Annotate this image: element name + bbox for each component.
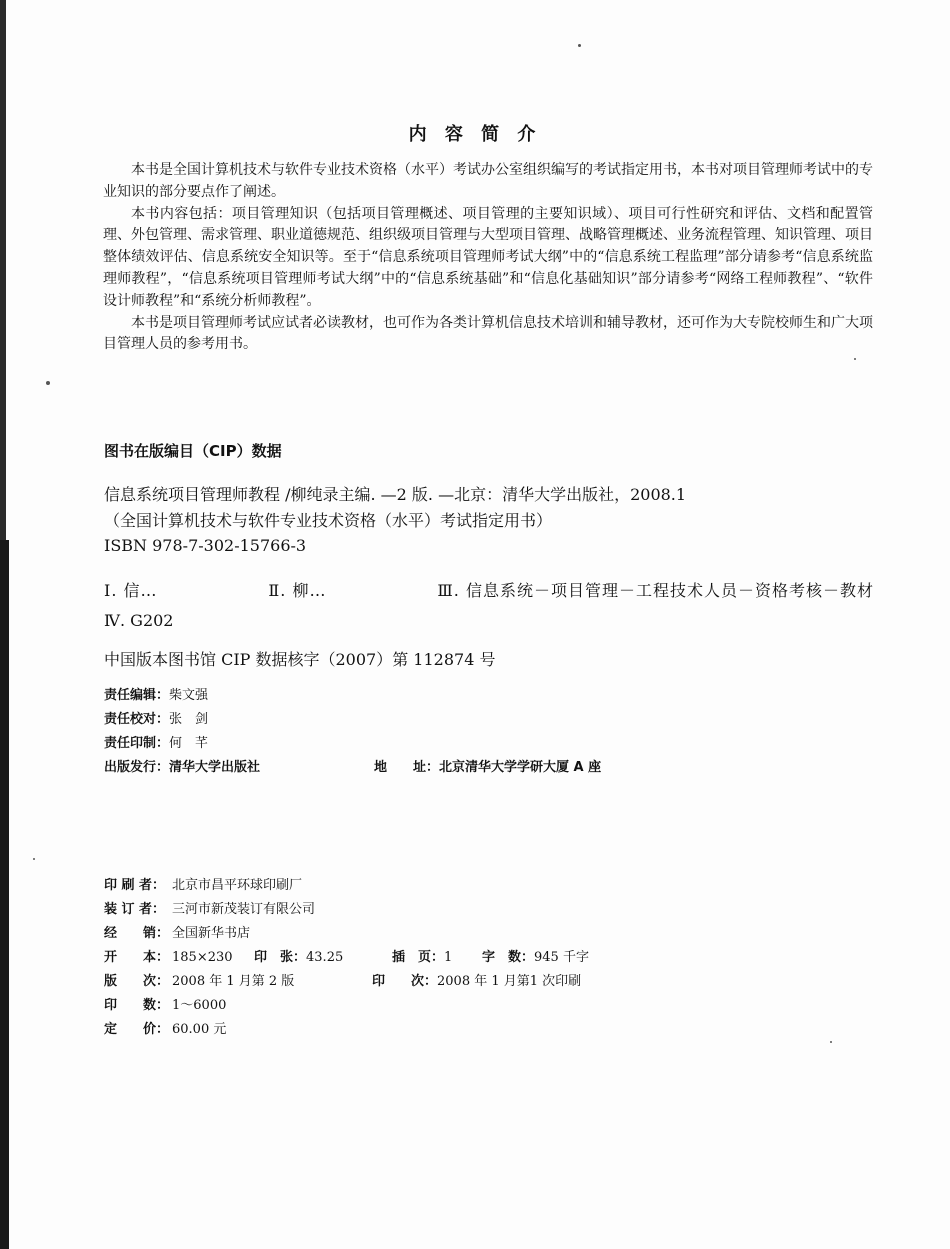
print-row-price [104, 1018, 874, 1042]
scan-speck [46, 381, 50, 385]
print-row-distributor [104, 922, 874, 946]
cip-record [104, 482, 874, 559]
credit-row-printing [104, 732, 874, 756]
intro-body [103, 160, 873, 356]
publisher-address [374, 756, 601, 780]
print-sheets [254, 946, 343, 970]
intro-paragraph: 本书是项目管理师考试应试者必读教材，也可作为各类计算机信息技术培训和辅导教材，还可作为大专院校师生和广大项目管理人员的参考用书。 [103, 314, 873, 353]
print-row-printer [104, 874, 874, 898]
print-label: 印 数： [104, 998, 170, 1013]
subject-item: Ⅲ. 信息系统－项目管理－工程技术人员－资格考核－教材 [437, 581, 874, 600]
print-value: 2008 年 1 月第 2 版 [172, 974, 295, 989]
intro-paragraph: 本书是全国计算机技术与软件专业技术资格（水平）考试办公室组织编写的考试指定用书，本书对项目管理师考试中的专业知识的部分要点作了阐述。 [103, 162, 873, 200]
print-value: 2008 年 1 月第1 次印刷 [437, 974, 582, 989]
credit-label: 出版发行： [104, 760, 170, 775]
credit-row-publisher [104, 756, 874, 780]
print-label: 印 次： [372, 974, 438, 989]
cip-subjects [104, 576, 874, 636]
print-label: 印 刷 者： [104, 878, 166, 893]
print-label: 字 数： [482, 950, 535, 965]
credit-value: 北京清华大学学研大厦 A 座 [439, 760, 602, 775]
print-words [482, 946, 589, 970]
print-value: 43.25 [306, 950, 344, 965]
scan-edge-shadow-lower [0, 540, 9, 1249]
credit-value: 张 剑 [169, 712, 209, 727]
print-value: 1 [444, 950, 453, 965]
print-row-print-run [104, 994, 874, 1018]
class-number: Ⅳ. G202 [104, 611, 174, 630]
print-row-format [104, 946, 874, 970]
subject-item: Ⅰ. 信… [104, 581, 158, 600]
print-label: 印 张： [254, 950, 307, 965]
print-label: 开 本： [104, 950, 170, 965]
print-label: 定 价： [104, 1022, 170, 1037]
intro-paragraph: 本书内容包括：项目管理知识（包括项目管理概述、项目管理的主要知识域）、项目可行性研究和评估、文档和配置管理、外包管理、需求管理、职业道德规范、组织级项目管理与大型项目管理、战略管理概述、业务流程管理、知识管理、项目整体绩效评估、信息系统安全知识等。至于“信息系统项目管理师考试大纲”中的“信息系统工程监理”部分请参考“信息系统监理师教程”，“信息系统项目管理师考试大纲”中的“信息系统基础”和“信息化基础知识”部分请参考“网络工程师教程”、“软件设计师教程”和“系统分析师教程”。 [103, 205, 873, 309]
credit-label: 责任印制： [104, 736, 170, 751]
credit-value: 何 芊 [169, 736, 209, 751]
cip-data-number: 中国版本图书馆 CIP 数据核字（2007）第 112874 号 [104, 650, 496, 669]
print-value: 全国新华书店 [172, 926, 251, 941]
print-info-block [104, 874, 874, 1042]
credit-label: 责任校对： [104, 712, 170, 727]
cip-isbn: ISBN 978-7-302-15766-3 [104, 536, 307, 555]
subject-row [104, 576, 874, 606]
scan-speck [578, 44, 581, 47]
print-value: 北京市昌平环球印刷厂 [172, 878, 303, 893]
credits-block [104, 684, 874, 780]
scan-speck [33, 858, 35, 860]
print-value: 三河市新茂装订有限公司 [172, 902, 316, 917]
subject-item: Ⅱ. 柳… [268, 581, 327, 600]
intro-title: 内 容 简 介 [408, 124, 542, 145]
print-label: 经 销： [104, 926, 170, 941]
print-value: 1～6000 [172, 998, 227, 1013]
print-row-edition [104, 970, 874, 994]
credit-label: 地 址： [374, 760, 440, 775]
credit-label: 责任编辑： [104, 688, 170, 703]
print-label: 插 页： [392, 950, 445, 965]
credit-row-proofreader [104, 708, 874, 732]
print-value: 60.00 元 [172, 1022, 227, 1037]
credit-row-editor [104, 684, 874, 708]
cip-title-line: 信息系统项目管理师教程 /柳纯录主编. —2 版. —北京：清华大学出版社，2008.1 [104, 485, 687, 504]
cip-series-line: （全国计算机技术与软件专业技术资格（水平）考试指定用书） [104, 510, 553, 530]
print-label: 版 次： [104, 974, 170, 989]
cip-heading: 图书在版编目（CIP）数据 [104, 442, 282, 460]
print-value: 185×230 [172, 950, 233, 965]
credit-value: 柴文强 [169, 688, 209, 703]
print-impression [372, 970, 581, 994]
print-label: 装 订 者： [104, 902, 166, 917]
print-row-binder [104, 898, 874, 922]
scan-speck [854, 358, 856, 360]
credit-value: 清华大学出版社 [169, 760, 261, 775]
print-value: 945 千字 [534, 950, 589, 965]
print-insert [392, 946, 452, 970]
